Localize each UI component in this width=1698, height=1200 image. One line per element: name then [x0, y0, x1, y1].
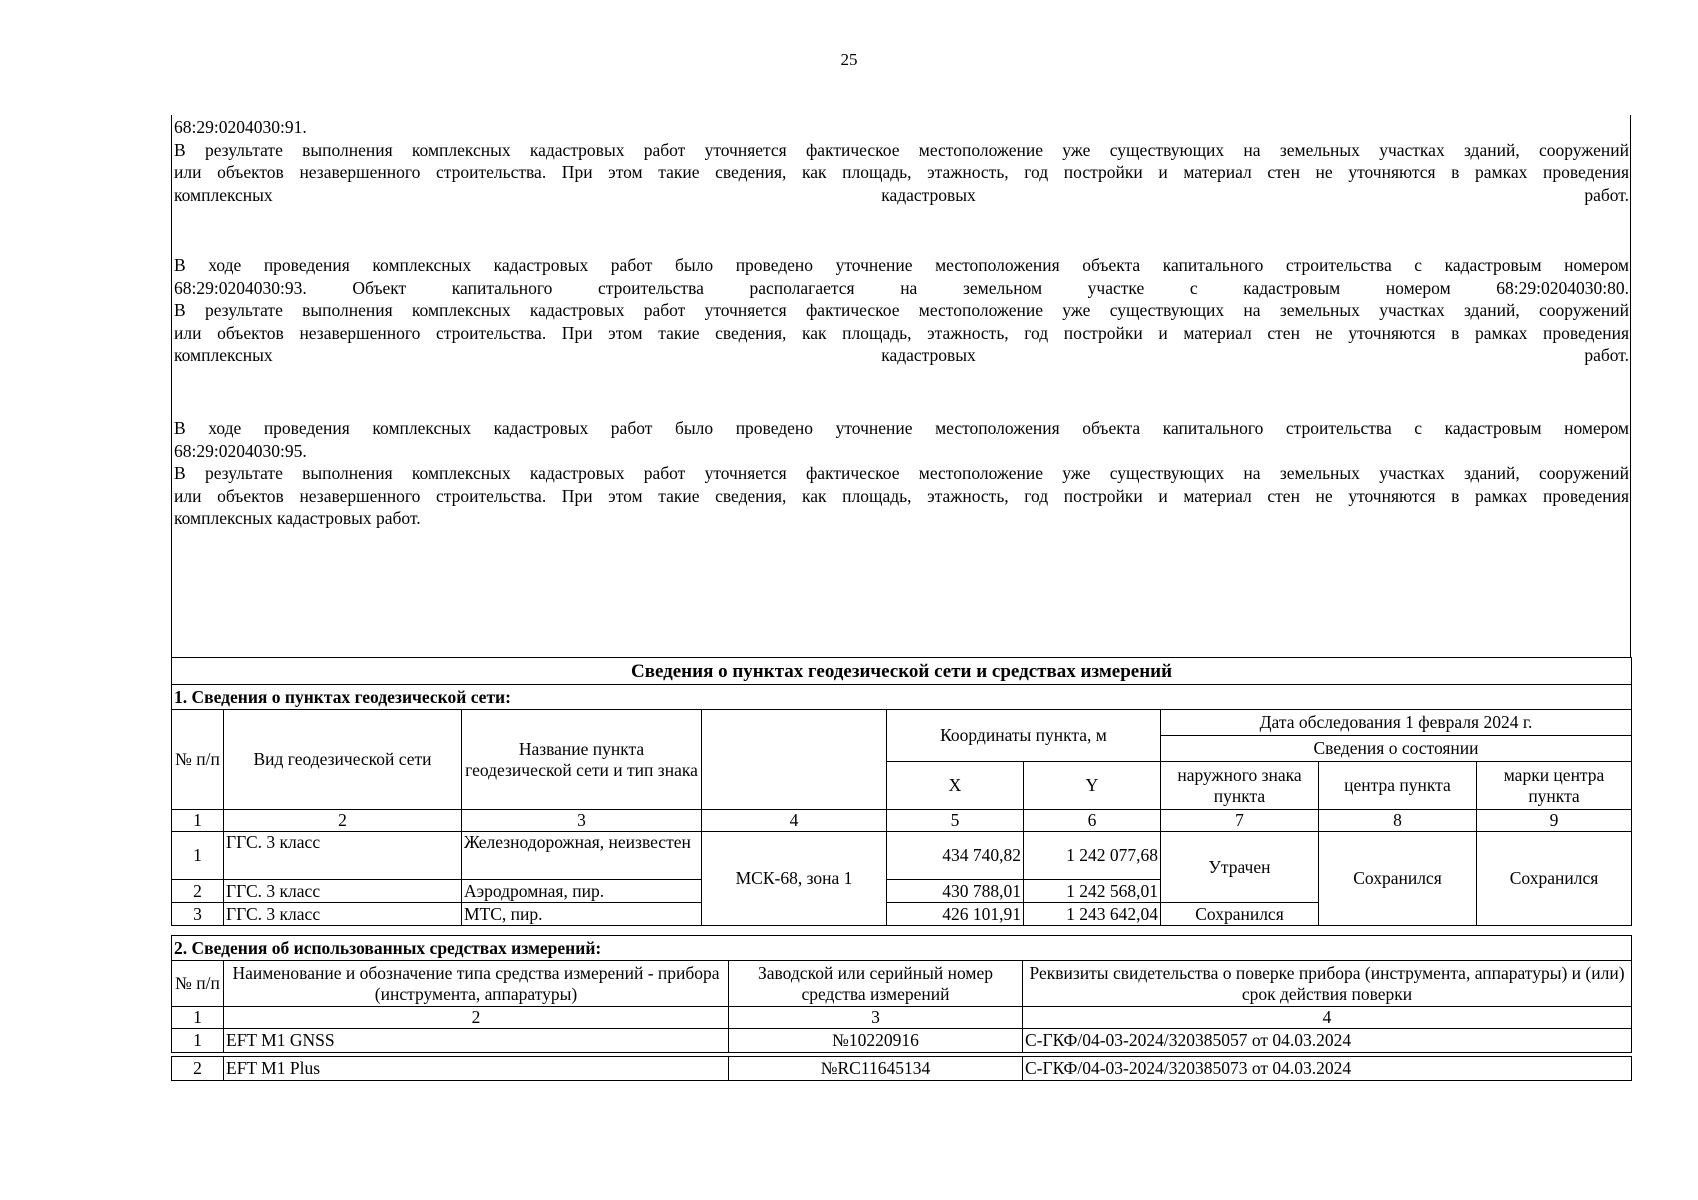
- text-line: В результате выполнения комплексных кадастровых работ уточняется фактическое местоположение уже существующих на земельных участках зданий, сооружений: [174, 139, 1629, 160]
- column-number: 3: [462, 810, 702, 832]
- x-cell: 426 101,91: [887, 903, 1024, 926]
- header-x: X: [887, 762, 1024, 810]
- instrument-name-cell: EFT M1 Plus: [224, 1057, 729, 1081]
- certificate-cell: С-ГКФ/04-03-2024/320385073 от 04.03.2024: [1023, 1057, 1632, 1081]
- section-2-title: 2. Сведения об использованных средствах измерений:: [172, 936, 1632, 961]
- row-num: 2: [172, 1057, 224, 1081]
- text-line: 68:29:0204030:95.: [174, 440, 307, 461]
- header-state: Сведения о состоянии: [1161, 736, 1632, 762]
- page-number: 25: [840, 50, 858, 69]
- instrument-name-cell: EFT M1 GNSS: [224, 1029, 729, 1053]
- serial-cell: №10220916: [729, 1029, 1023, 1053]
- column-number: 5: [887, 810, 1024, 832]
- column-number: 4: [702, 810, 887, 832]
- coordinate-system-cell: МСК-68, зона 1: [702, 832, 887, 926]
- header-network-type: Вид геодезической сети: [224, 710, 462, 810]
- text-line: В ходе проведения комплексных кадастровых работ было проведено уточнение местоположения объекта капитального строительства с кадастровым номером: [174, 418, 1629, 438]
- row-num: 1: [172, 832, 224, 880]
- column-number: 2: [224, 810, 462, 832]
- table-row: [172, 832, 1632, 880]
- network-type-cell: ГГС. 3 класс: [224, 880, 462, 903]
- table-title: Сведения о пунктах геодезической сети и средствах измерений: [172, 658, 1632, 685]
- text-line: или объектов незавершенного строительства. При этом такие сведения, как площадь, этажность, год постройки и материал стен не уточняются в рамках проведения: [174, 162, 1629, 183]
- header-center-mark: марки центра пункта: [1477, 762, 1632, 810]
- certificate-cell: С-ГКФ/04-03-2024/320385057 от 04.03.2024: [1023, 1029, 1632, 1053]
- row-num: 2: [172, 880, 224, 903]
- y-cell: 1 242 077,68: [1024, 832, 1161, 880]
- column-number: 1: [172, 1007, 224, 1029]
- column-number: 6: [1024, 810, 1161, 832]
- measuring-instruments-table: [171, 935, 1632, 1081]
- point-name-cell: Железнодорожная, неизвестен: [462, 832, 702, 880]
- header-survey-date: Дата обследования 1 февраля 2024 г.: [1161, 710, 1632, 736]
- table-row: [172, 1029, 1632, 1053]
- row-num: 3: [172, 903, 224, 926]
- network-type-cell: ГГС. 3 класс: [224, 903, 462, 926]
- point-name-cell: МТС, пир.: [462, 903, 702, 926]
- x-cell: 434 740,82: [887, 832, 1024, 880]
- text-line: комплексных кадастровых работ.: [174, 345, 1629, 366]
- text-line: В результате выполнения комплексных кадастровых работ уточняется фактическое местоположение уже существующих на земельных участках зданий, сооружений: [174, 300, 1629, 321]
- paragraph-2: [174, 254, 1629, 367]
- text-line: комплексных кадастровых работ.: [174, 508, 421, 529]
- text-line: комплексных кадастровых работ.: [174, 184, 1629, 205]
- header-y: Y: [1024, 762, 1161, 810]
- header-coords: Координаты пункта, м: [887, 710, 1161, 762]
- header-num: № п/п: [172, 961, 224, 1007]
- text-line: 68:29:0204030:91.: [174, 117, 307, 137]
- row-num: 1: [172, 1029, 224, 1053]
- text-line: В ходе проведения комплексных кадастровых работ было проведено уточнение местоположения объекта капитального строительства с кадастровым номером: [174, 255, 1629, 275]
- paragraph-3: [174, 417, 1629, 530]
- column-number: 9: [1477, 810, 1632, 832]
- point-name-cell: Аэродромная, пир.: [462, 880, 702, 903]
- center-mark-state-cell: Сохранился: [1477, 832, 1632, 926]
- column-number: 1: [172, 810, 224, 832]
- network-type-cell: ГГС. 3 класс: [224, 832, 462, 880]
- outer-sign-state-cell: Утрачен: [1161, 832, 1319, 903]
- center-state-cell: Сохранился: [1319, 832, 1477, 926]
- paragraph-1: [174, 116, 1629, 206]
- header-center: центра пункта: [1319, 762, 1477, 810]
- header-serial: Заводской или серийный номер средства измерений: [729, 961, 1023, 1007]
- header-instrument-name: Наименование и обозначение типа средства измерений - прибора (инструмента, аппаратуры): [224, 961, 729, 1007]
- header-point-name: Название пункта геодезической сети и тип знака: [462, 710, 702, 810]
- column-number: 8: [1319, 810, 1477, 832]
- column-number: 4: [1023, 1007, 1632, 1029]
- text-line: или объектов незавершенного строительства. При этом такие сведения, как площадь, этажность, год постройки и материал стен не уточняются в рамках проведения: [174, 322, 1629, 343]
- outer-sign-state-cell: Сохранился: [1161, 903, 1319, 926]
- geodetic-network-table: [171, 657, 1632, 926]
- column-number: 3: [729, 1007, 1023, 1029]
- text-line: В результате выполнения комплексных кадастровых работ уточняется фактическое местоположение уже существующих на земельных участках зданий, сооружений: [174, 463, 1629, 484]
- header-certificate: Реквизиты свидетельства о поверке прибора (инструмента, аппаратуры) и (или) срок действия поверки: [1023, 961, 1632, 1007]
- y-cell: 1 242 568,01: [1024, 880, 1161, 903]
- header-num: № п/п: [172, 710, 224, 810]
- text-line: или объектов незавершенного строительства. При этом такие сведения, как площадь, этажность, год постройки и материал стен не уточняются в рамках проведения: [174, 485, 1629, 506]
- header-outer-sign: наружного знака пункта: [1161, 762, 1319, 810]
- text-line: 68:29:0204030:93. Объект капитального строительства располагается на земельном участке с кадастровым номером 68:29:0204030:80.: [174, 277, 1629, 298]
- x-cell: 430 788,01: [887, 880, 1024, 903]
- serial-cell: №RC11645134: [729, 1057, 1023, 1081]
- table-row: [172, 1057, 1632, 1081]
- column-number: 7: [1161, 810, 1319, 832]
- section-1-title: 1. Сведения о пунктах геодезической сети:: [172, 685, 1632, 710]
- header-system: [702, 710, 887, 810]
- y-cell: 1 243 642,04: [1024, 903, 1161, 926]
- column-number: 2: [224, 1007, 729, 1029]
